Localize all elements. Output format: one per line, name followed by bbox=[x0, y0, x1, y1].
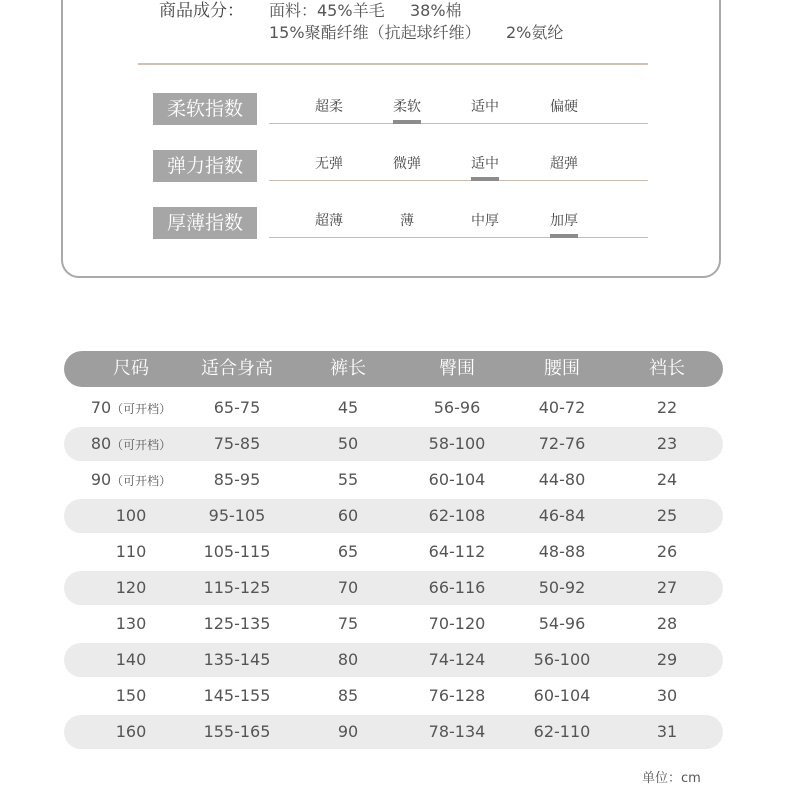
table-cell: 50-92 bbox=[538, 578, 586, 597]
index-option: 中厚 bbox=[471, 213, 499, 229]
index-tag: 弹力指数 bbox=[153, 150, 257, 182]
index-option: 加厚 bbox=[550, 213, 578, 229]
table-cell: 30 bbox=[656, 686, 678, 705]
table-cell bbox=[76, 391, 186, 425]
table-row bbox=[64, 499, 723, 533]
size-note: （可开档） bbox=[111, 438, 172, 452]
index-tag: 厚薄指数 bbox=[153, 207, 257, 239]
table-cell: 60-104 bbox=[533, 686, 591, 705]
table-row bbox=[64, 571, 723, 605]
table-row bbox=[64, 427, 723, 461]
unit-label: 单位：cm bbox=[642, 771, 701, 786]
table-cell: 155-165 bbox=[203, 722, 271, 741]
table-cell: 85-95 bbox=[213, 470, 261, 489]
column-header: 臀围 bbox=[439, 358, 475, 379]
table-cell: 85 bbox=[337, 686, 359, 705]
column-header: 尺码 bbox=[113, 358, 149, 379]
size-note: （可开档） bbox=[111, 402, 172, 416]
index-option: 适中 bbox=[471, 156, 499, 172]
index-row bbox=[153, 150, 648, 182]
table-row bbox=[64, 607, 723, 641]
table-cell: 90 bbox=[337, 722, 359, 741]
index-option: 偏硬 bbox=[550, 99, 578, 115]
table-cell: 48-88 bbox=[538, 542, 586, 561]
selected-option-marker bbox=[471, 177, 499, 181]
section-divider bbox=[138, 63, 648, 65]
table-cell: 55 bbox=[337, 470, 359, 489]
column-header: 适合身高 bbox=[201, 358, 273, 379]
table-cell: 50 bbox=[337, 434, 359, 453]
table-cell: 64-112 bbox=[428, 542, 486, 561]
index-option: 超弹 bbox=[550, 156, 578, 172]
table-cell bbox=[76, 499, 186, 533]
index-option: 微弹 bbox=[393, 156, 421, 172]
index-row bbox=[153, 207, 648, 239]
table-cell: 45 bbox=[337, 398, 359, 417]
table-cell: 23 bbox=[656, 434, 678, 453]
table-cell bbox=[76, 463, 186, 497]
size-note: （可开档） bbox=[111, 474, 172, 488]
table-cell: 145-155 bbox=[203, 686, 271, 705]
column-header: 腰围 bbox=[544, 358, 580, 379]
table-cell: 66-116 bbox=[428, 578, 486, 597]
table-row bbox=[64, 463, 723, 497]
table-cell: 40-72 bbox=[538, 398, 586, 417]
size-value: 130 bbox=[115, 614, 147, 633]
table-cell: 56-100 bbox=[533, 650, 591, 669]
index-option: 柔软 bbox=[393, 99, 421, 115]
table-cell: 54-96 bbox=[538, 614, 586, 633]
table-cell: 115-125 bbox=[203, 578, 271, 597]
table-cell: 60 bbox=[337, 506, 359, 525]
table-cell bbox=[76, 679, 186, 713]
table-cell: 76-128 bbox=[428, 686, 486, 705]
table-cell bbox=[76, 643, 186, 677]
table-cell: 44-80 bbox=[538, 470, 586, 489]
table-cell: 72-76 bbox=[538, 434, 586, 453]
table-cell: 26 bbox=[656, 542, 678, 561]
table-cell bbox=[76, 535, 186, 569]
table-cell: 27 bbox=[656, 578, 678, 597]
table-cell: 22 bbox=[656, 398, 678, 417]
table-row bbox=[64, 535, 723, 569]
table-cell: 65 bbox=[337, 542, 359, 561]
table-cell: 135-145 bbox=[203, 650, 271, 669]
index-option: 无弹 bbox=[315, 156, 343, 172]
size-value: 160 bbox=[115, 722, 147, 741]
index-option: 适中 bbox=[471, 99, 499, 115]
table-row bbox=[64, 643, 723, 677]
table-cell: 24 bbox=[656, 470, 678, 489]
table-cell: 56-96 bbox=[433, 398, 481, 417]
table-cell: 58-100 bbox=[428, 434, 486, 453]
table-cell bbox=[76, 427, 186, 461]
column-header: 裤长 bbox=[330, 358, 366, 379]
table-cell: 31 bbox=[656, 722, 678, 741]
selected-option-marker bbox=[550, 234, 578, 238]
size-value: 100 bbox=[115, 506, 147, 525]
table-cell bbox=[76, 715, 186, 749]
size-value: 140 bbox=[115, 650, 147, 669]
index-option: 超薄 bbox=[315, 213, 343, 229]
size-value: 120 bbox=[115, 578, 147, 597]
table-cell: 125-135 bbox=[203, 614, 271, 633]
table-cell: 70-120 bbox=[428, 614, 486, 633]
size-value: 90 bbox=[90, 470, 112, 489]
table-header bbox=[64, 351, 723, 387]
composition-line-1: 面料：45%羊毛 38%棉 bbox=[269, 1, 462, 20]
table-row bbox=[64, 715, 723, 749]
index-row bbox=[153, 93, 648, 125]
table-cell: 62-110 bbox=[533, 722, 591, 741]
index-option: 超柔 bbox=[315, 99, 343, 115]
composition-line-2: 15%聚酯纤维（抗起球纤维） 2%氨纶 bbox=[269, 23, 564, 42]
table-cell: 95-105 bbox=[208, 506, 266, 525]
index-option: 薄 bbox=[400, 213, 414, 229]
table-cell: 80 bbox=[337, 650, 359, 669]
index-scale-line bbox=[269, 123, 648, 124]
table-cell: 75-85 bbox=[213, 434, 261, 453]
size-value: 150 bbox=[115, 686, 147, 705]
column-header: 裆长 bbox=[649, 358, 685, 379]
size-value: 80 bbox=[90, 434, 112, 453]
table-cell: 28 bbox=[656, 614, 678, 633]
table-cell: 60-104 bbox=[428, 470, 486, 489]
table-cell bbox=[76, 571, 186, 605]
table-cell: 74-124 bbox=[428, 650, 486, 669]
table-cell: 25 bbox=[656, 506, 678, 525]
table-cell: 70 bbox=[337, 578, 359, 597]
table-cell: 75 bbox=[337, 614, 359, 633]
composition-label: 商品成分： bbox=[159, 1, 244, 21]
table-cell bbox=[76, 607, 186, 641]
index-tag: 柔软指数 bbox=[153, 93, 257, 125]
index-scale-line bbox=[269, 180, 648, 181]
size-value: 110 bbox=[115, 542, 147, 561]
table-cell: 62-108 bbox=[428, 506, 486, 525]
selected-option-marker bbox=[393, 120, 421, 124]
table-row bbox=[64, 391, 723, 425]
table-cell: 46-84 bbox=[538, 506, 586, 525]
table-cell: 65-75 bbox=[213, 398, 261, 417]
table-cell: 105-115 bbox=[203, 542, 271, 561]
size-value: 70 bbox=[90, 398, 112, 417]
table-cell: 29 bbox=[656, 650, 678, 669]
table-row bbox=[64, 679, 723, 713]
index-scale-line bbox=[269, 237, 648, 238]
table-cell: 78-134 bbox=[428, 722, 486, 741]
